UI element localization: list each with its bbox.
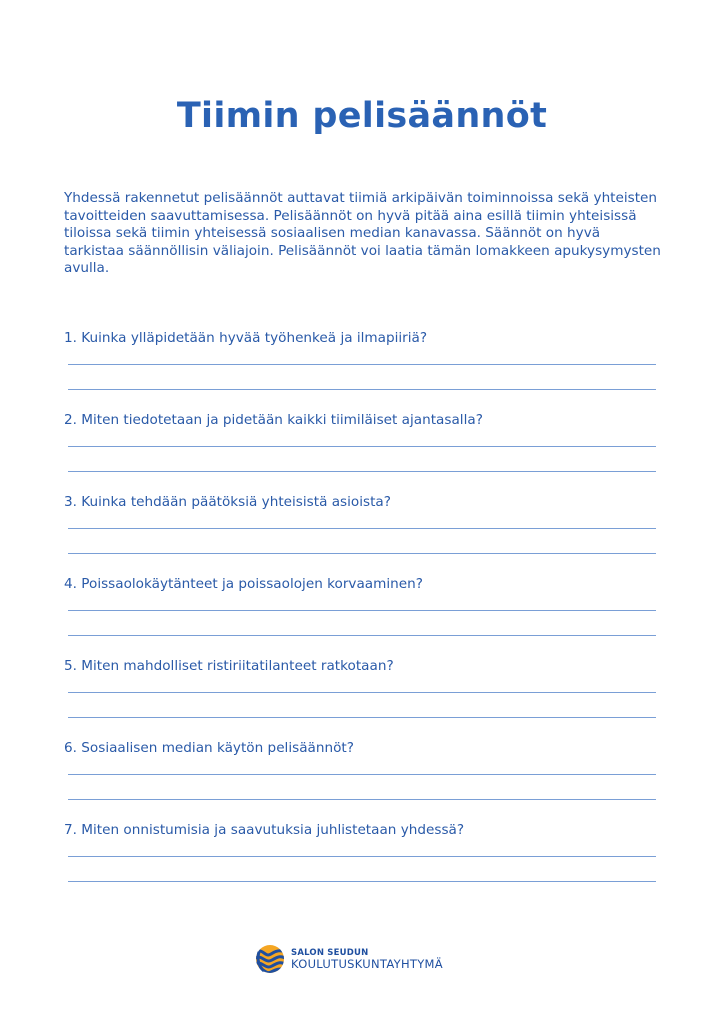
logo-line-2: KOULUTUSKUNTAYHTYMÄ: [291, 956, 443, 971]
page-title: Tiimin pelisäännöt: [176, 96, 548, 136]
intro-paragraph: Yhdessä rakennetut pelisäännöt auttavat tiimiä arkipäivän toiminnoissa sekä yhteisten tavoitteiden saavuttamisessa. Pelisäännöt on hyvä pitää aina esillä tiimin yhteisissä tiloissa sekä tiimin yhteisessä sosiaalisen median kanavassa. Säännöt on hyvä tarkistaa säännöllisin väliajoin. Pelisäännöt voi laatia tämän lomakkeen apukysymysten avulla.: [64, 190, 661, 276]
answer-line[interactable]: [68, 471, 656, 472]
answer-line[interactable]: [68, 774, 656, 775]
answer-line[interactable]: [68, 692, 656, 693]
answer-line[interactable]: [68, 446, 656, 447]
organization-logo: [255, 944, 443, 974]
question-label: 5. Miten mahdolliset ristiriitatilanteet ratkotaan?: [64, 658, 394, 674]
answer-line[interactable]: [68, 717, 656, 718]
answer-line[interactable]: [68, 364, 656, 365]
question-label: 6. Sosiaalisen median käytön pelisäännöt?: [64, 740, 354, 756]
answer-line[interactable]: [68, 635, 656, 636]
answer-line[interactable]: [68, 528, 656, 529]
question-label: 4. Poissaolokäytänteet ja poissaolojen korvaaminen?: [64, 576, 423, 592]
logo-text: [291, 948, 443, 971]
logo-line-1: SALON SEUDUN: [291, 947, 369, 958]
question-label: 2. Miten tiedotetaan ja pidetään kaikki tiimiläiset ajantasalla?: [64, 412, 483, 428]
answer-line[interactable]: [68, 553, 656, 554]
question-label: 3. Kuinka tehdään päätöksiä yhteisistä asioista?: [64, 494, 391, 510]
answer-line[interactable]: [68, 610, 656, 611]
answer-line[interactable]: [68, 881, 656, 882]
answer-line[interactable]: [68, 799, 656, 800]
question-label: 1. Kuinka ylläpidetään hyvää työhenkeä ja ilmapiiriä?: [64, 330, 428, 346]
swirl-globe-icon: [255, 944, 285, 974]
answer-line[interactable]: [68, 389, 656, 390]
question-label: 7. Miten onnistumisia ja saavutuksia juhlistetaan yhdessä?: [64, 822, 465, 838]
answer-line[interactable]: [68, 856, 656, 857]
